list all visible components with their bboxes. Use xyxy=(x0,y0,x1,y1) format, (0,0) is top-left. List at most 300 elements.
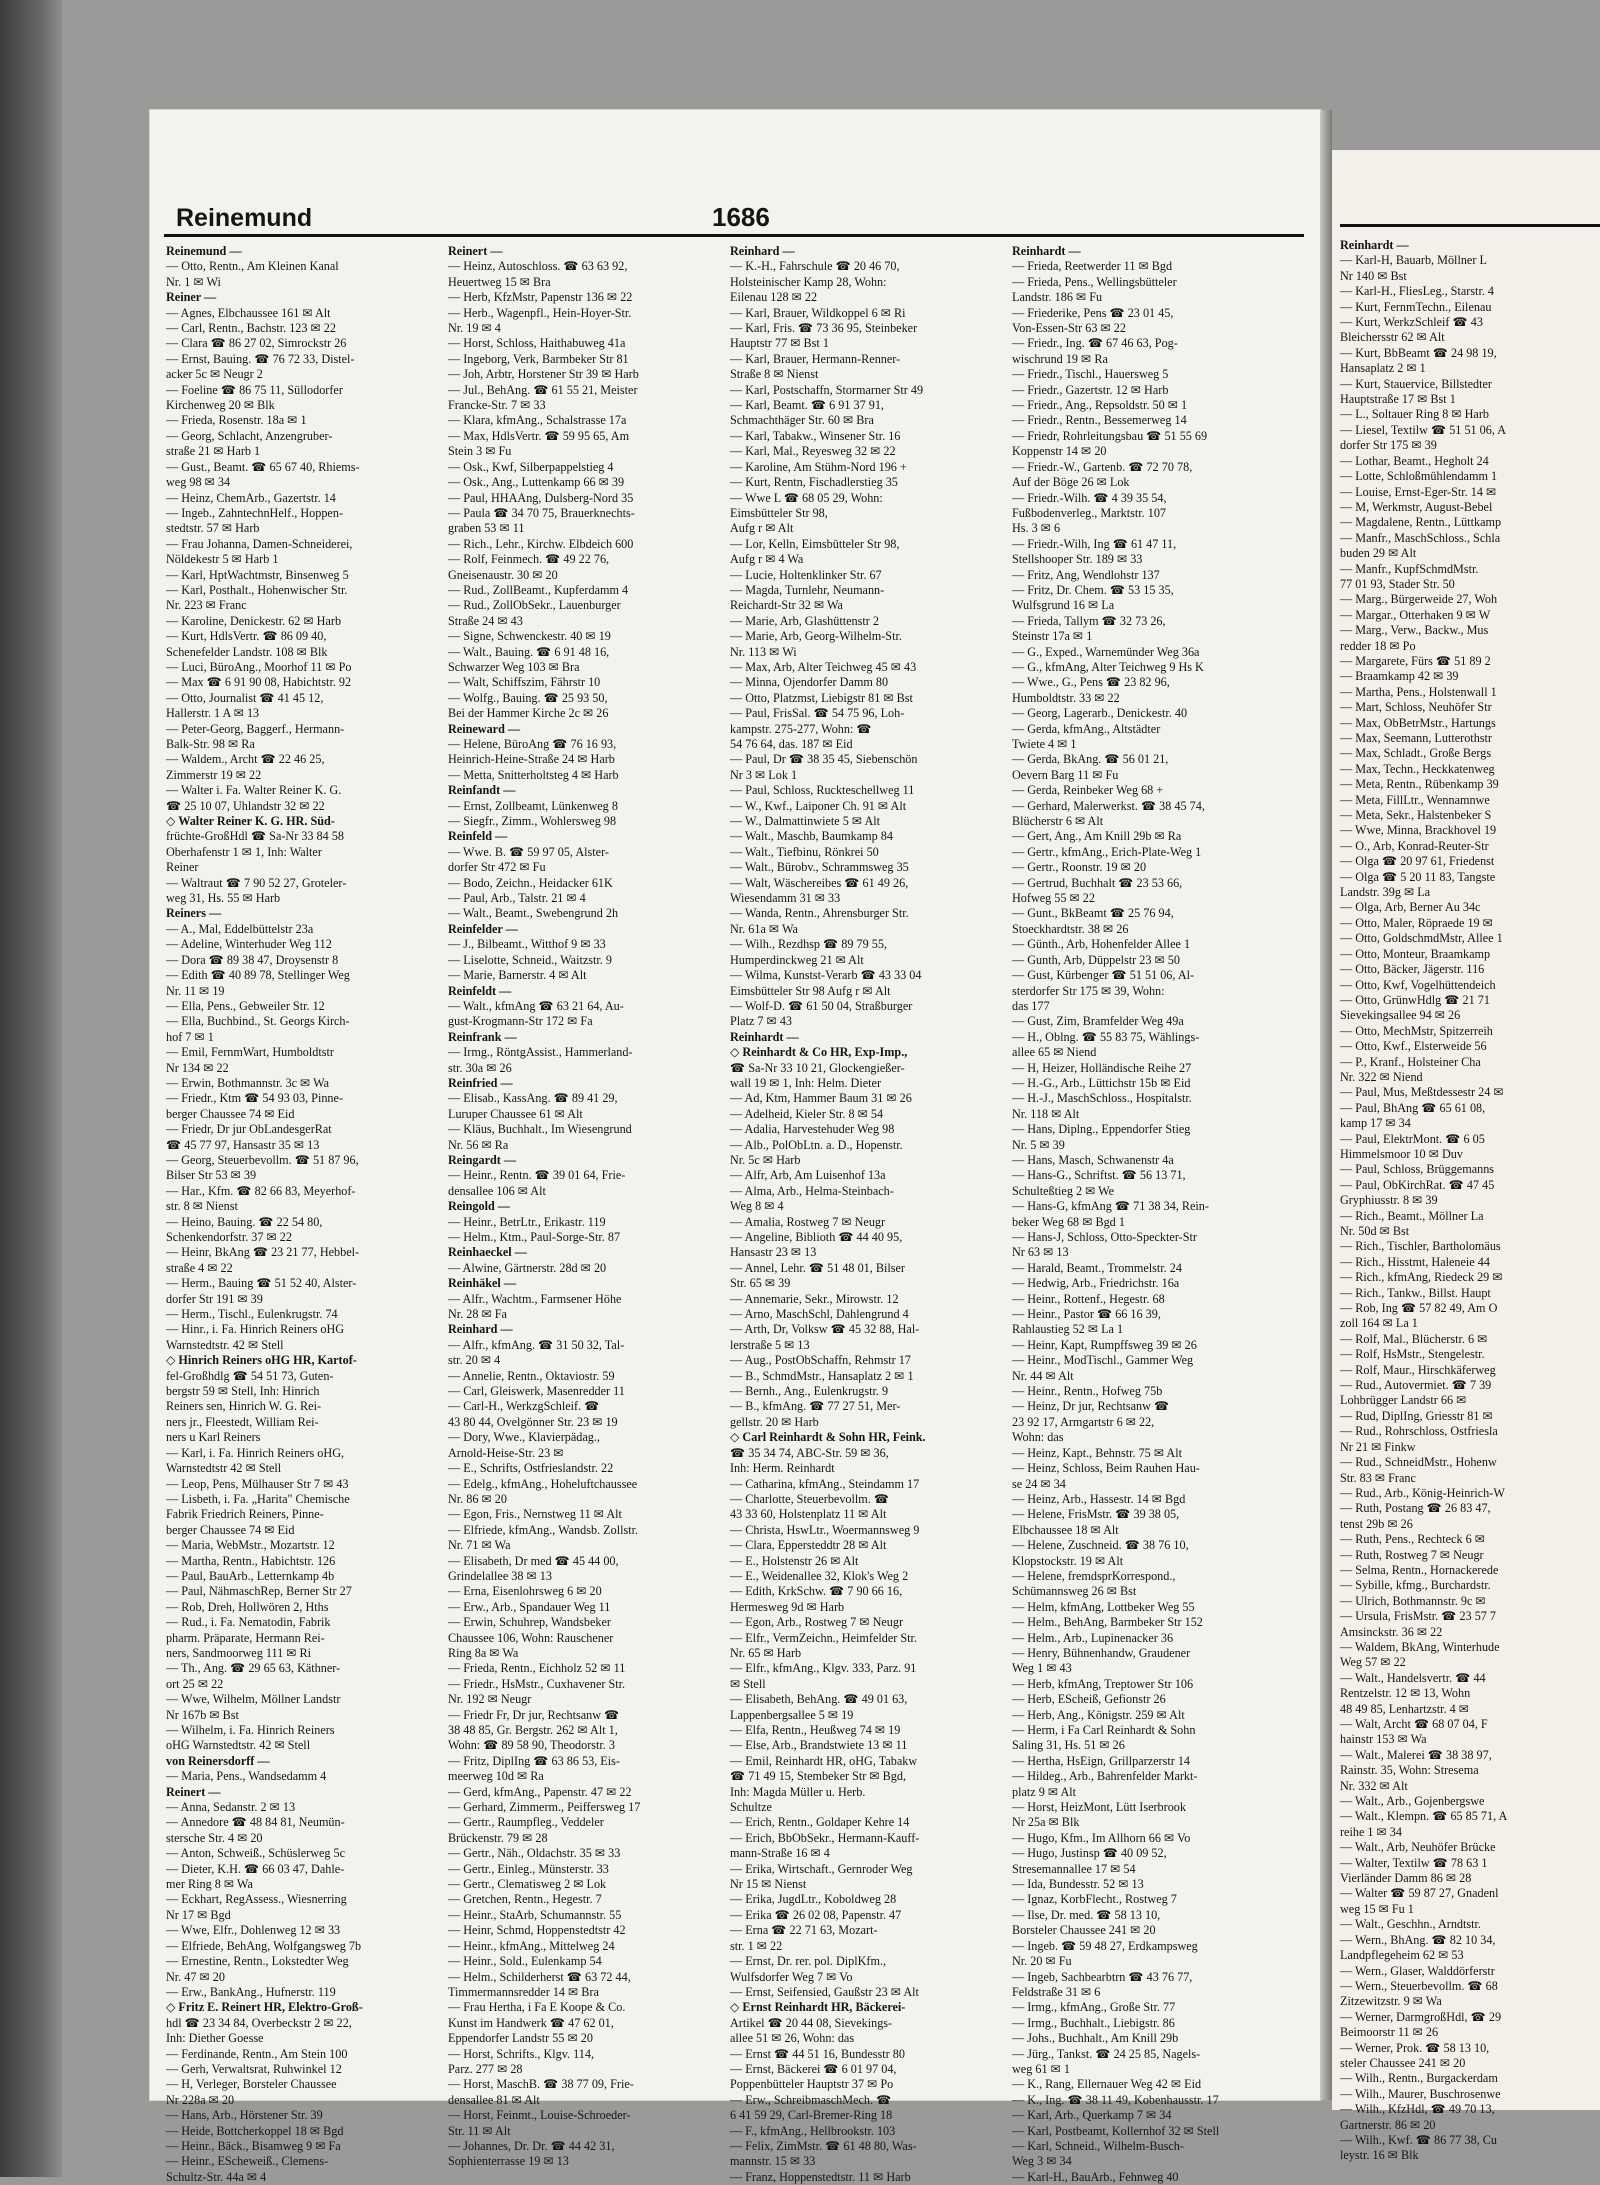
page-number: 1686 xyxy=(712,202,770,232)
listing-entry: — G., Exped., Warnemünder Weg 36a xyxy=(1012,644,1200,659)
listing-entry: — Heinr, Schmd, Hoppenstedtstr 42 xyxy=(448,1923,626,1938)
listing-entry: — Heinz, Kapt., Behnstr. 75 ✉ Alt xyxy=(1012,1445,1182,1460)
listing-entry: Gartnerstr. 86 ✉ 20 xyxy=(1340,2117,1436,2132)
listing-entry: — Ella, Pens., Gebweiler Str. 12 xyxy=(166,998,325,1013)
listing-entry: — Erika, Wirtschaft., Gernroder Weg xyxy=(730,1861,913,1876)
listing-entry: Hauptstr 77 ✉ Bst 1 xyxy=(730,336,829,351)
listing-entry: — Gertr., Roonstr. 19 ✉ 20 xyxy=(1012,860,1147,875)
listing-entry: — Hugo, Kfm., Im Allhorn 66 ✉ Vo xyxy=(1012,1830,1191,1845)
listing-entry: — Elfa, Rentn., Heußweg 74 ✉ 19 xyxy=(730,1723,901,1737)
listing-entry: gust-Krogmann-Str 172 ✉ Fa xyxy=(448,1014,593,1029)
listing-entry: — Leop, Pens, Mülhauser Str 7 ✉ 43 xyxy=(166,1476,349,1491)
listing-entry: Zimmerstr 19 ✉ 22 xyxy=(166,767,262,782)
page-header xyxy=(164,194,1304,237)
listing-entry: — Rud., Arb., König-Heinrich-W xyxy=(1340,1485,1505,1500)
listing-entry: — Heinr., Rentn., Hofweg 75b xyxy=(1012,1384,1163,1399)
listing-entry: — Ingeb., ZahntechnHelf., Hoppen- xyxy=(166,505,343,520)
listing-entry: — Hans, Arb., Hörstener Str. 39 xyxy=(166,2108,323,2123)
surname-heading: Reiner — xyxy=(166,290,217,305)
listing-entry: Nr. 322 ✉ Niend xyxy=(1340,1069,1423,1084)
listing-entry: — Gerhard, Malerwerkst. ☎ 38 45 74, xyxy=(1012,798,1205,813)
listing-entry: — Annedore ☎ 48 84 81, Neumün- xyxy=(166,1815,345,1830)
listing-entry: — E., Weidenallee 32, Klok's Weg 2 xyxy=(730,1568,909,1583)
listing-entry: Wohn: das xyxy=(1012,1430,1064,1445)
listing-entry: — Walt., Arb, Neuhöfer Brücke xyxy=(1340,1840,1496,1855)
listing-entry: Hs. 3 ✉ 6 xyxy=(1012,521,1061,536)
listing-entry: — Waldem, BkAng, Winterhude xyxy=(1340,1639,1500,1654)
listing-entry: — Paul, Schloss, Brüggemanns xyxy=(1340,1162,1495,1177)
listing-entry: — Rud., ZollBeamt., Kupferdamm 4 xyxy=(448,582,629,597)
listing-entry: — Erwin, Schuhrep, Wandsbeker xyxy=(448,1615,611,1630)
listing-entry: das 177 xyxy=(1012,998,1050,1013)
listing-entry: — Elfriede, kfmAng., Wandsb. Zollstr. xyxy=(448,1522,639,1537)
listing-entry: — Alma, Arb., Helma-Steinbach- xyxy=(730,1183,894,1198)
listing-entry: Stellshooper Str. 189 ✉ 33 xyxy=(1012,552,1143,567)
listing-entry: — Wanda, Rentn., Ahrensburger Str. xyxy=(730,906,909,921)
listing-entry: Eppendorfer Landstr 55 ✉ 20 xyxy=(448,2031,593,2046)
listing-entry: — Friederike, Pens ☎ 23 01 45, xyxy=(1012,305,1174,320)
surname-heading: Reingold — xyxy=(448,1199,510,1214)
listing-entry: Nr. 192 ✉ Neugr xyxy=(448,1692,532,1707)
listing-entry: ◇ Fritz E. Reinert HR, Elektro-Groß- xyxy=(166,2000,363,2015)
listing-entry: — Magdalene, Rentn., Lüttkamp xyxy=(1340,515,1502,530)
listing-entry: — Fritz, DiplIng ☎ 63 86 53, Eis- xyxy=(448,1753,620,1768)
listing-entry: — H., Oblng. ☎ 55 83 75, Wählings- xyxy=(1012,1029,1200,1044)
listing-entry: Balk-Str. 98 ✉ Ra xyxy=(166,737,255,751)
listing-entry: — Sybille, kfmg., Burchardstr. xyxy=(1340,1578,1491,1593)
listing-entry: — Helene, BüroAng ☎ 76 16 93, xyxy=(448,737,617,751)
listing-entry: Wohn: ☎ 89 58 90, Theodorstr. 3 xyxy=(448,1738,615,1753)
listing-entry: — Kläus, Buchhalt., Im Wiesengrund xyxy=(448,1122,632,1137)
listing-entry: — Jul., BehAng. ☎ 61 55 21, Meister xyxy=(448,382,638,397)
listing-entry: Nr. 71 ✉ Wa xyxy=(448,1538,511,1553)
listing-entry: — Emil, Reinhardt HR, oHG, Tabakw xyxy=(730,1753,918,1768)
listing-entry: str. 20 ✉ 4 xyxy=(448,1353,501,1368)
listing-entry: — Ernst ☎ 44 51 16, Bundesstr 80 xyxy=(730,2046,905,2061)
listing-entry: fel-Großhdlg ☎ 54 51 73, Guten- xyxy=(166,1368,334,1383)
listing-entry: Weg 1 ✉ 43 xyxy=(1012,1661,1072,1676)
listing-entry: hof 7 ✉ 1 xyxy=(166,1029,214,1044)
listing-entry: Hansastr 23 ✉ 13 xyxy=(730,1245,817,1260)
listing-entry: 48 49 85, Lenhartzstr. 4 ✉ xyxy=(1340,1701,1470,1716)
listing-entry: — Paul, ElektrMont. ☎ 6 05 xyxy=(1340,1131,1485,1146)
listing-entry: — Wwe L ☎ 68 05 29, Wohn: xyxy=(730,490,883,505)
listing-entry: — Karl, Beamt. ☎ 6 91 37 91, xyxy=(730,398,884,413)
listing-entry: — Ella, Buchbind., St. Georgs Kirch- xyxy=(166,1014,350,1029)
listing-entry: — Ruth, Pens., Rechteck 6 ✉ xyxy=(1340,1532,1485,1547)
listing-entry: — Max, Seemann, Lutterothstr xyxy=(1340,731,1492,745)
listing-entry: mer Ring 8 ✉ Wa xyxy=(166,1877,253,1892)
listing-entry: — Heinr, BkAng ☎ 23 21 77, Hebbel- xyxy=(166,1245,360,1260)
listing-entry: — Erich, BbObSekr., Hermann-Kauff- xyxy=(730,1830,920,1845)
listing-entry: — Paul, NähmaschRep, Berner Str 27 xyxy=(166,1584,352,1599)
listing-entry: — Hertha, HsEign, Grillparzerstr 14 xyxy=(1012,1753,1191,1768)
listing-entry: — Otto, Journalist ☎ 41 45 12, xyxy=(166,690,324,705)
listing-entry: — Gust, Kürbenger ☎ 51 51 06, Al- xyxy=(1012,968,1195,983)
listing-entry: Sophienterrasse 19 ✉ 13 xyxy=(448,2154,569,2169)
listing-entry: — Rud., ZollObSekr., Lauenburger xyxy=(448,598,621,613)
surname-heading: Reinhardt — xyxy=(1340,238,1409,252)
listing-entry: — Alfr, Arb, Am Luisenhof 13a xyxy=(730,1168,886,1183)
listing-entry: — Herb, EScheiß, Gefionstr 26 xyxy=(1012,1692,1166,1707)
listing-entry: — Hinr., i. Fa. Hinrich Reiners oHG xyxy=(166,1322,345,1337)
listing-entry: — Frau Hertha, i Fa E Koope & Co. xyxy=(448,2000,626,2015)
surname-heading: Reineward — xyxy=(448,721,521,736)
listing-entry: 43 80 44, Ovelgönner Str. 23 ✉ 19 xyxy=(448,1414,618,1429)
listing-entry: dorfer Str 191 ✉ 39 xyxy=(166,1291,263,1306)
listing-entry: — Otto, Kwf., Elsterweide 56 xyxy=(1340,1039,1487,1054)
listing-entry: — Heinr., kfmAng., Mittelweg 24 xyxy=(448,1938,615,1953)
listing-entry: — Charlotte, Steuerbevollm. ☎ xyxy=(730,1491,890,1506)
listing-entry: — Erna, Eisenlohrsweg 6 ✉ 20 xyxy=(448,1584,602,1599)
listing-entry: — Heinr., Pastor ☎ 66 16 39, xyxy=(1012,1307,1161,1322)
listing-entry: ☎ 45 77 97, Hansastr 35 ✉ 13 xyxy=(166,1137,320,1152)
listing-entry: — Erich, Rentn., Goldaper Kehre 14 xyxy=(730,1815,910,1830)
listing-entry: — Rich., Lehr., Kirchw. Elbdeich 600 xyxy=(448,536,634,551)
listing-entry: — Otto, Platzmst, Liebigstr 81 ✉ Bst xyxy=(730,690,913,705)
listing-entry: — Wilma, Kunstst-Verarb ☎ 43 33 04 xyxy=(730,968,922,983)
listing-entry: — Johannes, Dr. Dr. ☎ 44 42 31, xyxy=(448,2138,615,2153)
listing-entry: — Hans-G., Schriftst. ☎ 56 13 71, xyxy=(1012,1168,1186,1183)
listing-entry: — Friedr, Dr jur ObLandesgerRat xyxy=(166,1122,332,1137)
listing-entry: Luruper Chaussee 61 ✉ Alt xyxy=(448,1106,583,1121)
listing-entry: — Annemarie, Sekr., Mirowstr. 12 xyxy=(730,1291,899,1306)
listing-entry: Gneisenaustr. 30 ✉ 20 xyxy=(448,567,558,582)
listing-entry: — K., Ing. ☎ 38 11 49, Kobenhausstr. 17 xyxy=(1012,2092,1219,2107)
listing-entry: Nöldekestr 5 ✉ Harb 1 xyxy=(166,552,279,567)
listing-entry: — Osk., Kwf, Silberpappelstieg 4 xyxy=(448,459,614,474)
listing-entry: Aufg r ✉ Alt xyxy=(730,521,794,536)
listing-entry: Nr. 5c ✉ Harb xyxy=(730,1152,801,1167)
listing-entry: — Friedr.-Wilh. ☎ 4 39 35 54, xyxy=(1012,490,1167,505)
listing-entry: — Walt., Beamt., Swebengrund 2h xyxy=(448,906,619,921)
listing-entry: str. 1 ✉ 22 xyxy=(730,1938,783,1953)
listing-entry: — Hugo, Justinsp ☎ 40 09 52, xyxy=(1012,1846,1167,1861)
listing-entry: — Kurt, BbBeamt ☎ 24 98 19, xyxy=(1340,345,1497,360)
listing-entry: Nr 25a ✉ Blk xyxy=(1012,1815,1080,1830)
listing-entry: weg 61 ✉ 1 xyxy=(1012,2061,1070,2076)
listing-entry: — G., kfmAng, Alter Teichweg 9 Hs K xyxy=(1012,659,1204,674)
listing-entry: Hauptstraße 17 ✉ Bst 1 xyxy=(1340,392,1456,407)
listing-entry: — L., Soltauer Ring 8 ✉ Harb xyxy=(1340,407,1489,422)
listing-entry: — Karl, Arb., Querkamp 7 ✉ 34 xyxy=(1012,2108,1172,2123)
listing-entry: — Wilh., KfzHdl, ☎ 49 70 13, xyxy=(1340,2102,1495,2117)
listing-entry: ☎ 25 10 07, Uhlandstr 32 ✉ 22 xyxy=(166,798,325,813)
listing-entry: — Signe, Schwenckestr. 40 ✉ 19 xyxy=(448,629,611,644)
listing-entry: — K., Rang, Ellernauer Weg 42 ✉ Eid xyxy=(1012,2077,1202,2092)
surname-heading: Reingardt — xyxy=(448,1152,517,1167)
listing-entry: Humboldtstr. 33 ✉ 22 xyxy=(1012,690,1120,705)
listing-entry: — Max, Schladt., Große Bergs xyxy=(1340,746,1492,761)
book-gutter xyxy=(1320,110,1332,2100)
listing-entry: — Heide, Bottcherkoppel 18 ✉ Bgd xyxy=(166,2123,344,2138)
listing-entry: — Werner, Prok. ☎ 58 13 10, xyxy=(1340,2040,1490,2055)
listing-entry: Schenkendorfstr. 37 ✉ 22 xyxy=(166,1230,292,1244)
facing-page-rule xyxy=(1340,210,1600,227)
listing-entry: weg 31, Hs. 55 ✉ Harb xyxy=(166,891,281,906)
listing-entry: Straße 8 ✉ Nienst xyxy=(730,367,819,382)
listing-entry: — Karl, Postbeamt, Kollernhof 32 ✉ Stell xyxy=(1012,2123,1220,2138)
listing-entry: Weg 8 ✉ 4 xyxy=(730,1199,784,1214)
listing-entry: — Karl, HptWachtmstr, Binsenweg 5 xyxy=(166,567,349,582)
listing-entry: — H.-G., Arb., Lüttichstr 15b ✉ Eid xyxy=(1012,1075,1191,1090)
listing-entry: Str. 83 ✉ Franc xyxy=(1340,1470,1416,1485)
listing-entry: — Otto, GoldschmdMstr, Allee 1 xyxy=(1340,931,1503,946)
listing-entry: Nr. 61a ✉ Wa xyxy=(730,921,798,936)
listing-entry: — Heinz, Autoschloss. ☎ 63 63 92, xyxy=(448,259,628,274)
listing-entry: Aufg r ✉ 4 Wa xyxy=(730,552,804,567)
listing-entry: — Gertr., kfmAng., Erich-Plate-Weg 1 xyxy=(1012,844,1202,859)
listing-entry: — H, Heizer, Holländische Reihe 27 xyxy=(1012,1060,1192,1075)
listing-entry: — Ingeborg, Verk, Barmbeker Str 81 xyxy=(448,351,629,366)
listing-entry: Blücherstr 6 ✉ Alt xyxy=(1012,814,1104,829)
listing-entry: Schmachthäger Str. 60 ✉ Bra xyxy=(730,413,874,428)
listing-entry: Warnstedtstr. 42 ✉ Stell xyxy=(166,1337,284,1352)
listing-entry: reihe 1 ✉ 34 xyxy=(1340,1824,1402,1839)
facing-column xyxy=(1340,238,1600,2164)
listing-entry: — Friedr., HsMstr., Cuxhavener Str. xyxy=(448,1676,626,1691)
listing-entry: — Angeline, Biblioth ☎ 44 40 95, xyxy=(730,1230,903,1244)
listing-entry: str. 8 ✉ Nienst xyxy=(166,1199,238,1214)
listing-entry: — Annel, Lehr. ☎ 51 48 01, Bilser xyxy=(730,1260,905,1275)
listing-entry: tenst 29b ✉ 26 xyxy=(1340,1516,1413,1531)
listing-entry: Poppenbütteler Hauptstr 37 ✉ Po xyxy=(730,2077,894,2092)
surname-heading: Reinert — xyxy=(166,1784,221,1799)
listing-entry: Nr. 20 ✉ Fu xyxy=(1012,1954,1072,1969)
listing-entry: — Herb, Ang., Königstr. 259 ✉ Alt xyxy=(1012,1707,1185,1722)
listing-entry: ort 25 ✉ 22 xyxy=(166,1676,224,1691)
listing-entry: — Gertr., Einleg., Münsterstr. 33 xyxy=(448,1861,609,1876)
listing-entry: — Hedwig, Arb., Friedrichstr. 16a xyxy=(1012,1276,1180,1291)
listing-entry: Fußbodenverleg., Marktstr. 107 xyxy=(1012,505,1167,520)
listing-entry: — Max, Arb, Alter Teichweg 45 ✉ 43 xyxy=(730,659,917,674)
listing-entry: — Alfr., kfmAng. ☎ 31 50 32, Tal- xyxy=(448,1337,625,1352)
listing-entry: Feldstraße 31 ✉ 6 xyxy=(1012,1984,1101,1999)
listing-entry: — Manfr., MaschSchloss., Schla xyxy=(1340,530,1501,545)
listing-entry: — Ursula, FrisMstr. ☎ 23 57 7 xyxy=(1340,1609,1497,1624)
listing-entry: ✉ Stell xyxy=(730,1676,766,1691)
listing-entry: — Walt, Archt ☎ 68 07 04, F xyxy=(1340,1717,1488,1731)
listing-entry: stedtstr. 57 ✉ Harb xyxy=(166,521,260,536)
listing-entry: — E., Schrifts, Ostfrieslandstr. 22 xyxy=(448,1461,614,1476)
surname-heading: Reinfelder — xyxy=(448,921,518,936)
listing-entry: kamp 17 ✉ 34 xyxy=(1340,1116,1411,1131)
listing-entry: — Martha, Rentn., Habichtstr. 126 xyxy=(166,1553,336,1568)
listing-entry: Beimoorstr 11 ✉ 26 xyxy=(1340,2025,1439,2040)
listing-entry: — Paul, Mus, Meßtdessestr 24 ✉ xyxy=(1340,1085,1504,1100)
listing-entry: — Max, ObBetrMstr., Hartungs xyxy=(1340,715,1496,730)
listing-entry: Inh: Herm. Reinhardt xyxy=(730,1461,835,1476)
listing-entry: — O., Arb, Konrad-Reuter-Str xyxy=(1340,838,1489,853)
listing-entry: — Kurt, FernmTechn., Eilenau xyxy=(1340,299,1492,314)
listing-entry: zoll 164 ✉ La 1 xyxy=(1340,1316,1418,1331)
listing-entry: acker 5c ✉ Neugr 2 xyxy=(166,367,263,382)
listing-entry: Schultze xyxy=(730,1800,772,1815)
listing-entry: Eimsbütteler Str 98 Aufg r ✉ Alt xyxy=(730,983,891,998)
listing-entry: — Manfr., KupfSchmdMstr. xyxy=(1340,561,1479,576)
listing-entry: — Erika, JugdLtr., Koboldweg 28 xyxy=(730,1892,897,1907)
listing-entry: weg 98 ✉ 34 xyxy=(166,475,231,490)
listing-entry: — Aug., PostObSchaffn, Rehmstr 17 xyxy=(730,1353,911,1368)
listing-entry: — Wolfg., Bauing. ☎ 25 93 50, xyxy=(448,690,608,705)
listing-entry: — Rich., Tischler, Bartholomäus xyxy=(1340,1239,1501,1254)
listing-entry: — Carl, Rentn., Bachstr. 123 ✉ 22 xyxy=(166,321,336,336)
listing-entry: — Karl, Brauer, Hermann-Renner- xyxy=(730,351,901,366)
listing-entry: — Gerhard, Zimmerm., Peiffersweg 17 xyxy=(448,1800,641,1815)
listing-entry: — Dory, Wwe., Klavierpädag., xyxy=(448,1430,600,1445)
listing-entry: — Hans, Diplng., Eppendorfer Stieg xyxy=(1012,1122,1191,1137)
surname-heading: Reinemund — xyxy=(166,244,242,258)
listing-entry: — Gerh, Verwaltsrat, Ruhwinkel 12 xyxy=(166,2061,342,2076)
listing-entry: Artikel ☎ 20 44 08, Sievekings- xyxy=(730,2015,893,2030)
running-head-name: Reinemund xyxy=(176,204,313,232)
listing-entry: — Helene, FrisMstr. ☎ 39 38 05, xyxy=(1012,1507,1180,1522)
listing-entry: — Rich., Beamt., Möllner La xyxy=(1340,1208,1484,1223)
listing-entry: Koppenstr 14 ✉ 20 xyxy=(1012,444,1107,459)
listing-entry: Gryphiusstr. 8 ✉ 39 xyxy=(1340,1193,1438,1208)
listing-entry: — W., Dalmattinwiete 5 ✉ Alt xyxy=(730,814,881,829)
listing-entry: — Rud., Rohrschloss, Ostfriesla xyxy=(1340,1424,1498,1439)
surname-heading: Reinfeld — xyxy=(448,829,508,844)
listing-entry: — Gert, Ang., Am Knill 29b ✉ Ra xyxy=(1012,829,1182,844)
listing-entry: — Clara ☎ 86 27 02, Simrockstr 26 xyxy=(166,336,347,351)
listing-entry: — Wilh., Rentn., Burgackerdam xyxy=(1340,2071,1498,2086)
listing-entry: Zitzewitzstr. 9 ✉ Wa xyxy=(1340,1994,1442,2009)
listing-entry: — Maria, Pens., Wandsedamm 4 xyxy=(166,1769,327,1784)
listing-entry: — Heinz, Schloss, Beim Rauhen Hau- xyxy=(1012,1461,1200,1476)
surname-heading: Reinhäkel — xyxy=(448,1276,517,1291)
listing-entry: — Edith, KrkSchw. ☎ 7 90 66 16, xyxy=(730,1584,903,1599)
listing-entry: Auf der Böge 26 ✉ Lok xyxy=(1012,475,1130,490)
listing-entry: Timmermannsredder 14 ✉ Bra xyxy=(448,1984,599,1999)
listing-entry: — Horst, Schrifts., Klgv. 114, xyxy=(448,2046,595,2061)
listing-entry: Brückenstr. 79 ✉ 28 xyxy=(448,1830,548,1845)
listing-entry: — Karl, Postschaffn, Stormarner Str 49 xyxy=(730,382,924,397)
listing-entry: — Arth, Dr, Volksw ☎ 45 32 88, Hal- xyxy=(730,1322,920,1337)
listing-entry: — Walt., Handelsvertr. ☎ 44 xyxy=(1340,1670,1486,1685)
listing-entry: 77 01 93, Stader Str. 50 xyxy=(1340,576,1455,591)
listing-entry: stersche Str. 4 ✉ 20 xyxy=(166,1830,263,1845)
listing-entry: straße 21 ✉ Harb 1 xyxy=(166,444,261,459)
listing-entry: — Hildeg., Arb., Bahrenfelder Markt- xyxy=(1012,1769,1198,1784)
listing-entry: Inh: Magda Müller u. Herb. xyxy=(730,1784,866,1799)
listing-entry: densallee 81 ✉ Alt xyxy=(448,2092,540,2107)
listing-entry: Schwarzer Weg 103 ✉ Bra xyxy=(448,659,580,674)
listing-entry: — Friedr., Tischl., Hauersweg 5 xyxy=(1012,367,1169,382)
listing-entry: straße 4 ✉ 22 xyxy=(166,1260,233,1275)
listing-entry: — Lotte, Schloßmühlendamm 1 xyxy=(1340,469,1498,484)
listing-entry: — M, Werkmstr, August-Bebel xyxy=(1340,499,1493,514)
listing-entry: Stoeckhardtstr. 38 ✉ 26 xyxy=(1012,921,1129,936)
listing-entry: — Th., Ang. ☎ 29 65 63, Käthner- xyxy=(166,1661,341,1676)
listing-entry: Eimsbütteler Str 98, xyxy=(730,505,828,520)
listing-entry: — Ernestine, Rentn., Lokstedter Weg xyxy=(166,1954,349,1969)
listing-entry: — Karoline, Am Stühm-Nord 196 + xyxy=(730,459,907,474)
listing-entry: — Helm., Ktm., Paul-Sorge-Str. 87 xyxy=(448,1230,621,1244)
listing-entry: Von-Essen-Str 63 ✉ 22 xyxy=(1012,321,1126,336)
listing-entry: — Meta, FillLtr., Wennamnwe xyxy=(1340,792,1490,807)
listing-entry: — Walt., Bauing. ☎ 6 91 48 16, xyxy=(448,644,610,659)
listing-entry: — Wwe, Wilhelm, Möllner Landstr xyxy=(166,1692,341,1707)
listing-entry: pharm. Präparate, Hermann Rei- xyxy=(166,1630,325,1645)
listing-entry: — Herm., Tischl., Eulenkrugstr. 74 xyxy=(166,1307,338,1322)
listing-entry: — Dieter, K.H. ☎ 66 03 47, Dahle- xyxy=(166,1861,345,1876)
listing-entry: Grindelallee 38 ✉ 13 xyxy=(448,1568,552,1583)
listing-entry: Holsteinischer Kamp 28, Wohn: xyxy=(730,274,887,289)
listing-entry: — Karl, Mal., Reyesweg 32 ✉ 22 xyxy=(730,444,896,459)
listing-entry: se 24 ✉ 34 xyxy=(1012,1476,1066,1491)
listing-entry: — Hans, Masch, Schwanenstr 4a xyxy=(1012,1152,1174,1167)
listing-entry: Nr 167b ✉ Bst xyxy=(166,1707,239,1722)
listing-entry: — Kurt, WerkzSchleif ☎ 43 xyxy=(1340,315,1483,330)
listing-entry: hdl ☎ 23 34 84, Overbeckstr 2 ✉ 22, xyxy=(166,2015,352,2030)
listing-entry: — Meta, Rentn., Rübenkamp 39 xyxy=(1340,777,1499,792)
listing-entry: Nr 17 ✉ Bgd xyxy=(166,1907,231,1922)
listing-entry: — Wilhelm, i. Fa. Hinrich Reiners xyxy=(166,1723,335,1737)
surname-heading: Reinhardt — xyxy=(1012,244,1081,258)
listing-entry: — Marie, Arb, Georg-Wilhelm-Str. xyxy=(730,629,902,644)
listing-entry: — Erw., Arb., Spandauer Weg 11 xyxy=(448,1599,611,1614)
listing-entry: Nr. 47 ✉ 20 xyxy=(166,1969,225,1984)
listing-entry: ners, Sandmoorweg 111 ✉ Ri xyxy=(166,1645,312,1660)
listing-entry: Straße 24 ✉ 43 xyxy=(448,613,523,628)
listing-entry: Schulteßtieg 2 ✉ We xyxy=(1012,1183,1115,1198)
listing-entry: — Georg, Schlacht, Anzengruber- xyxy=(166,428,333,443)
listing-entry: — Harald, Beamt., Trommelstr. 24 xyxy=(1012,1260,1182,1275)
listing-entry: — Heinr., Rentn. ☎ 39 01 64, Frie- xyxy=(448,1168,626,1183)
listing-entry: — Magda, Turnlehr, Neumann- xyxy=(730,582,885,597)
listing-entry: — Braamkamp 42 ✉ 39 xyxy=(1340,669,1459,684)
listing-entry: lerstraße 5 ✉ 13 xyxy=(730,1337,810,1352)
listing-entry: — Rud., Autovermiet. ☎ 7 39 xyxy=(1340,1378,1492,1393)
listing-entry: — Georg, Steuerbevollm. ☎ 51 87 96, xyxy=(166,1152,359,1167)
listing-entry: — W., Kwf., Laiponer Ch. 91 ✉ Alt xyxy=(730,798,907,813)
listing-entry: — Herb, KfzMstr, Papenstr 136 ✉ 22 xyxy=(448,290,633,305)
listing-entry: — Walt., Maschb, Baumkamp 84 xyxy=(730,829,893,844)
listing-entry: Hermesweg 9d ✉ Harb xyxy=(730,1599,845,1614)
listing-entry: Klopstockstr. 19 ✉ Alt xyxy=(1012,1553,1124,1568)
listing-entry: — Ruth, Postang ☎ 26 83 47, xyxy=(1340,1501,1491,1516)
listing-entry: Rainstr. 35, Wohn: Stresema xyxy=(1340,1763,1479,1778)
listing-entry: — Fritz, Ang, Wendlohstr 137 xyxy=(1012,567,1160,582)
listing-entry: ◇ Carl Reinhardt & Sohn HR, Feink. xyxy=(730,1430,926,1445)
listing-entry: — Amalia, Rostweg 7 ✉ Neugr xyxy=(730,1214,886,1229)
listing-entry: — Ferdinande, Rentn., Am Stein 100 xyxy=(166,2046,348,2061)
listing-entry: — Rob, Ing ☎ 57 82 49, Am O xyxy=(1340,1301,1498,1316)
listing-entry: allee 51 ✉ 26, Wohn: das xyxy=(730,2031,855,2046)
listing-entry: — Felix, ZimMstr. ☎ 61 48 80, Was- xyxy=(730,2138,917,2153)
listing-entry: — H, Verleger, Borsteler Chaussee xyxy=(166,2077,337,2092)
listing-entry: bergstr 59 ✉ Stell, Inh: Hinrich xyxy=(166,1384,320,1399)
listing-entry: — Heinr, Kapt, Rumpffsweg 39 ✉ 26 xyxy=(1012,1337,1197,1352)
listing-entry: dorfer Str 175 ✉ 39 xyxy=(1340,438,1437,453)
listing-entry: Nr. 113 ✉ Wi xyxy=(730,644,797,659)
listing-entry: — Ruth, Rostweg 7 ✉ Neugr xyxy=(1340,1547,1484,1562)
listing-entry: — Johs., Buchhalt., Am Knill 29b xyxy=(1012,2031,1179,2046)
listing-entry: — Ernst, Seifensied, Gaußstr 23 ✉ Alt xyxy=(730,1984,919,1999)
listing-entry: Str. 65 ✉ 39 xyxy=(730,1276,791,1291)
listing-entry: — Heinr., Bäck., Bisamweg 9 ✉ Fa xyxy=(166,2138,341,2153)
listing-entry: — P., Kranf., Holsteiner Cha xyxy=(1340,1054,1481,1069)
listing-entry: — Heinr., Sold., Eulenkamp 54 xyxy=(448,1954,602,1969)
listing-entry: — Friedr.-Wilh, Ing ☎ 61 47 11, xyxy=(1012,536,1177,551)
listing-entry: Warnstedtstr 42 ✉ Stell xyxy=(166,1461,282,1476)
listing-entry: — Max ☎ 6 91 90 08, Habichtstr. 92 xyxy=(166,675,352,690)
listing-entry: — Paul, ObKirchRat. ☎ 47 45 xyxy=(1340,1177,1495,1192)
listing-entry: Amsinckstr. 36 ✉ 22 xyxy=(1340,1624,1443,1639)
listing-entry: — K.-H., Fahrschule ☎ 20 46 70, xyxy=(730,259,900,274)
listing-entry: — Günth., Arb, Hohenfelder Allee 1 xyxy=(1012,937,1191,952)
